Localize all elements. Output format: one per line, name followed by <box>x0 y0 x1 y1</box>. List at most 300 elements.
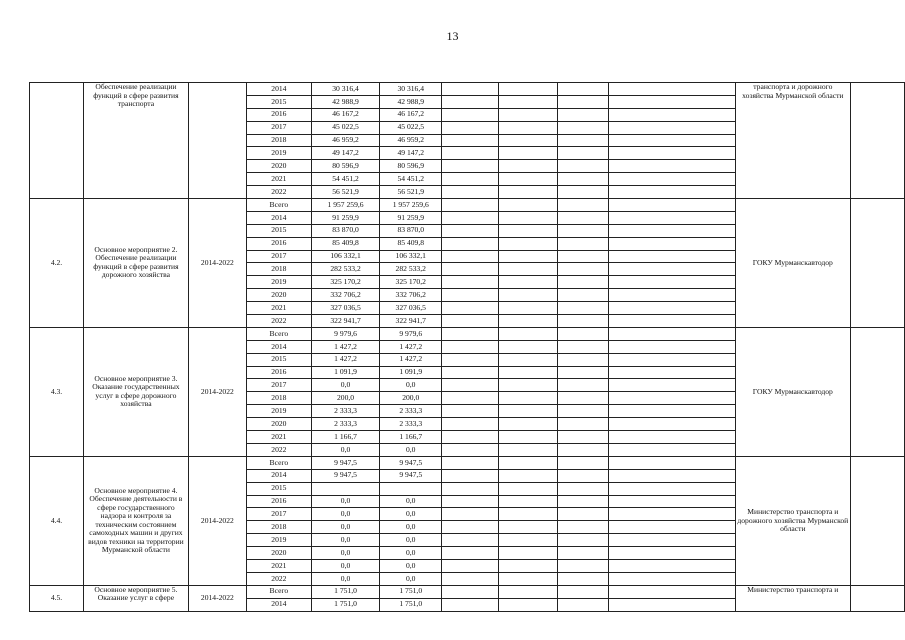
local-budget-cell <box>498 147 557 160</box>
regional-budget-cell: 1 751,0 <box>380 585 442 598</box>
regional-budget-cell: 106 332,1 <box>380 250 442 263</box>
federal-budget-cell <box>442 83 498 96</box>
year-cell: 2022 <box>246 315 311 328</box>
extrabudget-cell <box>557 147 609 160</box>
extrabudget-cell <box>557 95 609 108</box>
local-budget-cell <box>498 211 557 224</box>
extrabudget-cell <box>557 263 609 276</box>
local-budget-cell <box>498 199 557 212</box>
federal-budget-cell <box>442 340 498 353</box>
indicator-cell <box>609 134 736 147</box>
local-budget-cell <box>498 366 557 379</box>
activity-name: Основное мероприятие 2. Обеспечение реализации функций в сфере развития дорожного хозяйства <box>84 199 189 328</box>
local-budget-cell <box>498 186 557 199</box>
local-budget-cell <box>498 547 557 560</box>
federal-budget-cell <box>442 495 498 508</box>
activity-name: Основное мероприятие 3. Оказание государственных услуг в сфере дорожного хозяйства <box>84 327 189 456</box>
regional-budget-cell: 322 941,7 <box>380 315 442 328</box>
total-cell: 91 259,9 <box>311 211 380 224</box>
year-cell: 2015 <box>246 95 311 108</box>
year-cell: 2019 <box>246 405 311 418</box>
federal-budget-cell <box>442 559 498 572</box>
federal-budget-cell <box>442 276 498 289</box>
indicator-cell <box>609 392 736 405</box>
federal-budget-cell <box>442 224 498 237</box>
total-cell: 49 147,2 <box>311 147 380 160</box>
executor: ГОКУ Мурманскавтодор <box>736 199 850 328</box>
indicator-cell <box>609 340 736 353</box>
regional-budget-cell: 282 533,2 <box>380 263 442 276</box>
regional-budget-cell: 9 947,5 <box>380 469 442 482</box>
federal-budget-cell <box>442 353 498 366</box>
year-cell: 2020 <box>246 547 311 560</box>
total-cell: 327 036,5 <box>311 302 380 315</box>
regional-budget-cell: 85 409,8 <box>380 237 442 250</box>
federal-budget-cell <box>442 431 498 444</box>
indicator-cell <box>609 598 736 611</box>
extrabudget-cell <box>557 315 609 328</box>
extrabudget-cell <box>557 121 609 134</box>
total-cell: 200,0 <box>311 392 380 405</box>
activity-name: Основное мероприятие 5. Оказание услуг в сфере <box>84 585 189 611</box>
regional-budget-cell: 83 870,0 <box>380 224 442 237</box>
year-cell: 2017 <box>246 250 311 263</box>
year-cell: 2021 <box>246 302 311 315</box>
regional-budget-cell: 0,0 <box>380 443 442 456</box>
local-budget-cell <box>498 315 557 328</box>
indicator-cell <box>609 353 736 366</box>
indicator-cell <box>609 186 736 199</box>
total-cell: 282 533,2 <box>311 263 380 276</box>
year-cell: Всего <box>246 456 311 469</box>
year-cell: Всего <box>246 327 311 340</box>
federal-budget-cell <box>442 366 498 379</box>
total-cell: 54 451,2 <box>311 173 380 186</box>
year-cell: Всего <box>246 585 311 598</box>
local-budget-cell <box>498 327 557 340</box>
extrabudget-cell <box>557 559 609 572</box>
extrabudget-cell <box>557 508 609 521</box>
local-budget-cell <box>498 237 557 250</box>
extrabudget-cell <box>557 224 609 237</box>
extrabudget-cell <box>557 327 609 340</box>
indicator-cell <box>609 199 736 212</box>
total-cell: 2 333,3 <box>311 405 380 418</box>
item-number: 4.4. <box>30 456 84 585</box>
indicator-cell <box>609 521 736 534</box>
total-cell: 0,0 <box>311 379 380 392</box>
regional-budget-cell: 1 427,2 <box>380 340 442 353</box>
extrabudget-cell <box>557 186 609 199</box>
indicator-cell <box>609 83 736 96</box>
indicator-cell <box>609 405 736 418</box>
year-cell: 2022 <box>246 443 311 456</box>
table-row <box>30 327 905 340</box>
year-cell: 2018 <box>246 134 311 147</box>
federal-budget-cell <box>442 315 498 328</box>
year-cell: 2014 <box>246 469 311 482</box>
extrabudget-cell <box>557 276 609 289</box>
federal-budget-cell <box>442 108 498 121</box>
local-budget-cell <box>498 302 557 315</box>
year-cell: 2014 <box>246 598 311 611</box>
total-cell: 0,0 <box>311 443 380 456</box>
total-cell: 9 947,5 <box>311 456 380 469</box>
year-cell: 2015 <box>246 482 311 495</box>
total-cell: 1 427,2 <box>311 353 380 366</box>
local-budget-cell <box>498 495 557 508</box>
regional-budget-cell: 2 333,3 <box>380 405 442 418</box>
regional-budget-cell: 0,0 <box>380 572 442 585</box>
indicator-cell <box>609 147 736 160</box>
regional-budget-cell: 327 036,5 <box>380 302 442 315</box>
federal-budget-cell <box>442 482 498 495</box>
year-cell: 2017 <box>246 121 311 134</box>
federal-budget-cell <box>442 508 498 521</box>
item-number <box>30 83 84 199</box>
local-budget-cell <box>498 340 557 353</box>
total-cell: 46 959,2 <box>311 134 380 147</box>
total-cell: 0,0 <box>311 508 380 521</box>
indicator-cell <box>609 121 736 134</box>
activity-period: 2014-2022 <box>188 327 246 456</box>
local-budget-cell <box>498 289 557 302</box>
indicator-cell <box>609 418 736 431</box>
regional-budget-cell: 1 427,2 <box>380 353 442 366</box>
year-cell: 2020 <box>246 160 311 173</box>
regional-budget-cell: 91 259,9 <box>380 211 442 224</box>
local-budget-cell <box>498 276 557 289</box>
extrabudget-cell <box>557 250 609 263</box>
extrabudget-cell <box>557 134 609 147</box>
total-cell: 45 022,5 <box>311 121 380 134</box>
extrabudget-cell <box>557 108 609 121</box>
total-cell: 0,0 <box>311 559 380 572</box>
federal-budget-cell <box>442 598 498 611</box>
local-budget-cell <box>498 263 557 276</box>
indicator-cell <box>609 173 736 186</box>
activity-period: 2014-2022 <box>188 585 246 611</box>
total-cell: 42 988,9 <box>311 95 380 108</box>
federal-budget-cell <box>442 186 498 199</box>
result-cell <box>850 327 905 456</box>
regional-budget-cell: 0,0 <box>380 379 442 392</box>
extrabudget-cell <box>557 443 609 456</box>
local-budget-cell <box>498 95 557 108</box>
extrabudget-cell <box>557 469 609 482</box>
executor: транспорта и дорожного хозяйства Мурманской области <box>736 83 850 199</box>
indicator-cell <box>609 482 736 495</box>
total-cell: 0,0 <box>311 572 380 585</box>
item-number: 4.5. <box>30 585 84 611</box>
federal-budget-cell <box>442 534 498 547</box>
indicator-cell <box>609 263 736 276</box>
local-budget-cell <box>498 405 557 418</box>
indicator-cell <box>609 508 736 521</box>
table-row <box>30 83 905 96</box>
total-cell: 1 166,7 <box>311 431 380 444</box>
year-cell: 2017 <box>246 508 311 521</box>
extrabudget-cell <box>557 289 609 302</box>
local-budget-cell <box>498 108 557 121</box>
regional-budget-cell: 1 751,0 <box>380 598 442 611</box>
year-cell: 2021 <box>246 431 311 444</box>
executor: ГОКУ Мурманскавтодор <box>736 327 850 456</box>
indicator-cell <box>609 302 736 315</box>
local-budget-cell <box>498 443 557 456</box>
executor: Министерство транспорта и <box>736 585 850 611</box>
year-cell: 2020 <box>246 418 311 431</box>
indicator-cell <box>609 250 736 263</box>
total-cell: 30 316,4 <box>311 83 380 96</box>
federal-budget-cell <box>442 147 498 160</box>
total-cell: 322 941,7 <box>311 315 380 328</box>
executor: Министерство транспорта и дорожного хозяйства Мурманской области <box>736 456 850 585</box>
local-budget-cell <box>498 431 557 444</box>
indicator-cell <box>609 443 736 456</box>
year-cell: 2016 <box>246 108 311 121</box>
activity-period: 2014-2022 <box>188 456 246 585</box>
total-cell: 85 409,8 <box>311 237 380 250</box>
federal-budget-cell <box>442 521 498 534</box>
local-budget-cell <box>498 598 557 611</box>
indicator-cell <box>609 237 736 250</box>
extrabudget-cell <box>557 366 609 379</box>
indicator-cell <box>609 495 736 508</box>
local-budget-cell <box>498 508 557 521</box>
extrabudget-cell <box>557 405 609 418</box>
regional-budget-cell: 30 316,4 <box>380 83 442 96</box>
indicator-cell <box>609 315 736 328</box>
federal-budget-cell <box>442 95 498 108</box>
local-budget-cell <box>498 379 557 392</box>
regional-budget-cell: 0,0 <box>380 547 442 560</box>
extrabudget-cell <box>557 340 609 353</box>
result-cell <box>850 199 905 328</box>
year-cell: 2018 <box>246 392 311 405</box>
total-cell: 0,0 <box>311 521 380 534</box>
activity-period: 2014-2022 <box>188 199 246 328</box>
table-row <box>30 456 905 469</box>
activity-name: Основное мероприятие 4. Обеспечение деятельности в сфере государственного надзора и контроля за техническим состоянием самоходных машин и других видов техники на территории Мурманской области <box>84 456 189 585</box>
table-row <box>30 199 905 212</box>
regional-budget-cell: 46 959,2 <box>380 134 442 147</box>
activity-name: Обеспечение реализации функций в сфере развития транспорта <box>84 83 189 199</box>
regional-budget-cell: 1 957 259,6 <box>380 199 442 212</box>
year-cell: 2021 <box>246 559 311 572</box>
indicator-cell <box>609 585 736 598</box>
extrabudget-cell <box>557 598 609 611</box>
total-cell: 325 170,2 <box>311 276 380 289</box>
regional-budget-cell: 1 166,7 <box>380 431 442 444</box>
year-cell: 2019 <box>246 147 311 160</box>
local-budget-cell <box>498 134 557 147</box>
extrabudget-cell <box>557 585 609 598</box>
result-cell <box>850 585 905 611</box>
extrabudget-cell <box>557 521 609 534</box>
extrabudget-cell <box>557 495 609 508</box>
regional-budget-cell: 54 451,2 <box>380 173 442 186</box>
total-cell: 0,0 <box>311 495 380 508</box>
extrabudget-cell <box>557 83 609 96</box>
indicator-cell <box>609 366 736 379</box>
total-cell: 1 957 259,6 <box>311 199 380 212</box>
extrabudget-cell <box>557 379 609 392</box>
regional-budget-cell: 9 979,6 <box>380 327 442 340</box>
federal-budget-cell <box>442 211 498 224</box>
regional-budget-cell: 0,0 <box>380 534 442 547</box>
extrabudget-cell <box>557 482 609 495</box>
local-budget-cell <box>498 456 557 469</box>
federal-budget-cell <box>442 160 498 173</box>
year-cell: 2018 <box>246 521 311 534</box>
indicator-cell <box>609 547 736 560</box>
regional-budget-cell: 45 022,5 <box>380 121 442 134</box>
local-budget-cell <box>498 121 557 134</box>
extrabudget-cell <box>557 211 609 224</box>
result-cell <box>850 456 905 585</box>
local-budget-cell <box>498 572 557 585</box>
extrabudget-cell <box>557 456 609 469</box>
extrabudget-cell <box>557 392 609 405</box>
local-budget-cell <box>498 392 557 405</box>
total-cell: 83 870,0 <box>311 224 380 237</box>
indicator-cell <box>609 469 736 482</box>
total-cell: 1 751,0 <box>311 598 380 611</box>
item-number: 4.3. <box>30 327 84 456</box>
indicator-cell <box>609 379 736 392</box>
federal-budget-cell <box>442 237 498 250</box>
local-budget-cell <box>498 83 557 96</box>
year-cell: 2022 <box>246 186 311 199</box>
extrabudget-cell <box>557 534 609 547</box>
total-cell: 0,0 <box>311 547 380 560</box>
extrabudget-cell <box>557 431 609 444</box>
total-cell: 1 427,2 <box>311 340 380 353</box>
result-cell <box>850 83 905 199</box>
year-cell: 2017 <box>246 379 311 392</box>
year-cell: 2016 <box>246 366 311 379</box>
federal-budget-cell <box>442 585 498 598</box>
regional-budget-cell: 49 147,2 <box>380 147 442 160</box>
extrabudget-cell <box>557 199 609 212</box>
indicator-cell <box>609 559 736 572</box>
local-budget-cell <box>498 173 557 186</box>
activity-period <box>188 83 246 199</box>
local-budget-cell <box>498 224 557 237</box>
extrabudget-cell <box>557 572 609 585</box>
federal-budget-cell <box>442 263 498 276</box>
year-cell: 2015 <box>246 353 311 366</box>
page-number: 13 <box>446 29 459 43</box>
federal-budget-cell <box>442 379 498 392</box>
regional-budget-cell: 46 167,2 <box>380 108 442 121</box>
total-cell: 9 947,5 <box>311 469 380 482</box>
indicator-cell <box>609 327 736 340</box>
year-cell: 2020 <box>246 289 311 302</box>
indicator-cell <box>609 456 736 469</box>
program-activities-table <box>29 82 905 612</box>
extrabudget-cell <box>557 353 609 366</box>
regional-budget-cell: 42 988,9 <box>380 95 442 108</box>
year-cell: 2016 <box>246 495 311 508</box>
total-cell: 1 091,9 <box>311 366 380 379</box>
indicator-cell <box>609 289 736 302</box>
total-cell: 46 167,2 <box>311 108 380 121</box>
total-cell: 9 979,6 <box>311 327 380 340</box>
year-cell: 2018 <box>246 263 311 276</box>
federal-budget-cell <box>442 302 498 315</box>
total-cell: 332 706,2 <box>311 289 380 302</box>
federal-budget-cell <box>442 250 498 263</box>
regional-budget-cell: 80 596,9 <box>380 160 442 173</box>
indicator-cell <box>609 431 736 444</box>
indicator-cell <box>609 572 736 585</box>
year-cell: 2022 <box>246 572 311 585</box>
extrabudget-cell <box>557 160 609 173</box>
total-cell: 106 332,1 <box>311 250 380 263</box>
year-cell: Всего <box>246 199 311 212</box>
indicator-cell <box>609 160 736 173</box>
indicator-cell <box>609 211 736 224</box>
regional-budget-cell <box>380 482 442 495</box>
local-budget-cell <box>498 353 557 366</box>
total-cell: 80 596,9 <box>311 160 380 173</box>
extrabudget-cell <box>557 547 609 560</box>
indicator-cell <box>609 224 736 237</box>
federal-budget-cell <box>442 173 498 186</box>
regional-budget-cell: 200,0 <box>380 392 442 405</box>
year-cell: 2016 <box>246 237 311 250</box>
extrabudget-cell <box>557 237 609 250</box>
federal-budget-cell <box>442 327 498 340</box>
year-cell: 2021 <box>246 173 311 186</box>
local-budget-cell <box>498 585 557 598</box>
federal-budget-cell <box>442 392 498 405</box>
local-budget-cell <box>498 469 557 482</box>
indicator-cell <box>609 534 736 547</box>
federal-budget-cell <box>442 405 498 418</box>
year-cell: 2014 <box>246 83 311 96</box>
year-cell: 2019 <box>246 276 311 289</box>
year-cell: 2014 <box>246 211 311 224</box>
federal-budget-cell <box>442 547 498 560</box>
year-cell: 2014 <box>246 340 311 353</box>
local-budget-cell <box>498 250 557 263</box>
total-cell: 2 333,3 <box>311 418 380 431</box>
regional-budget-cell: 0,0 <box>380 508 442 521</box>
regional-budget-cell: 0,0 <box>380 521 442 534</box>
total-cell: 56 521,9 <box>311 186 380 199</box>
local-budget-cell <box>498 160 557 173</box>
regional-budget-cell: 325 170,2 <box>380 276 442 289</box>
extrabudget-cell <box>557 302 609 315</box>
total-cell <box>311 482 380 495</box>
total-cell: 1 751,0 <box>311 585 380 598</box>
federal-budget-cell <box>442 469 498 482</box>
year-cell: 2019 <box>246 534 311 547</box>
regional-budget-cell: 332 706,2 <box>380 289 442 302</box>
federal-budget-cell <box>442 418 498 431</box>
local-budget-cell <box>498 559 557 572</box>
federal-budget-cell <box>442 199 498 212</box>
local-budget-cell <box>498 482 557 495</box>
regional-budget-cell: 0,0 <box>380 495 442 508</box>
item-number: 4.2. <box>30 199 84 328</box>
local-budget-cell <box>498 534 557 547</box>
local-budget-cell <box>498 521 557 534</box>
regional-budget-cell: 9 947,5 <box>380 456 442 469</box>
